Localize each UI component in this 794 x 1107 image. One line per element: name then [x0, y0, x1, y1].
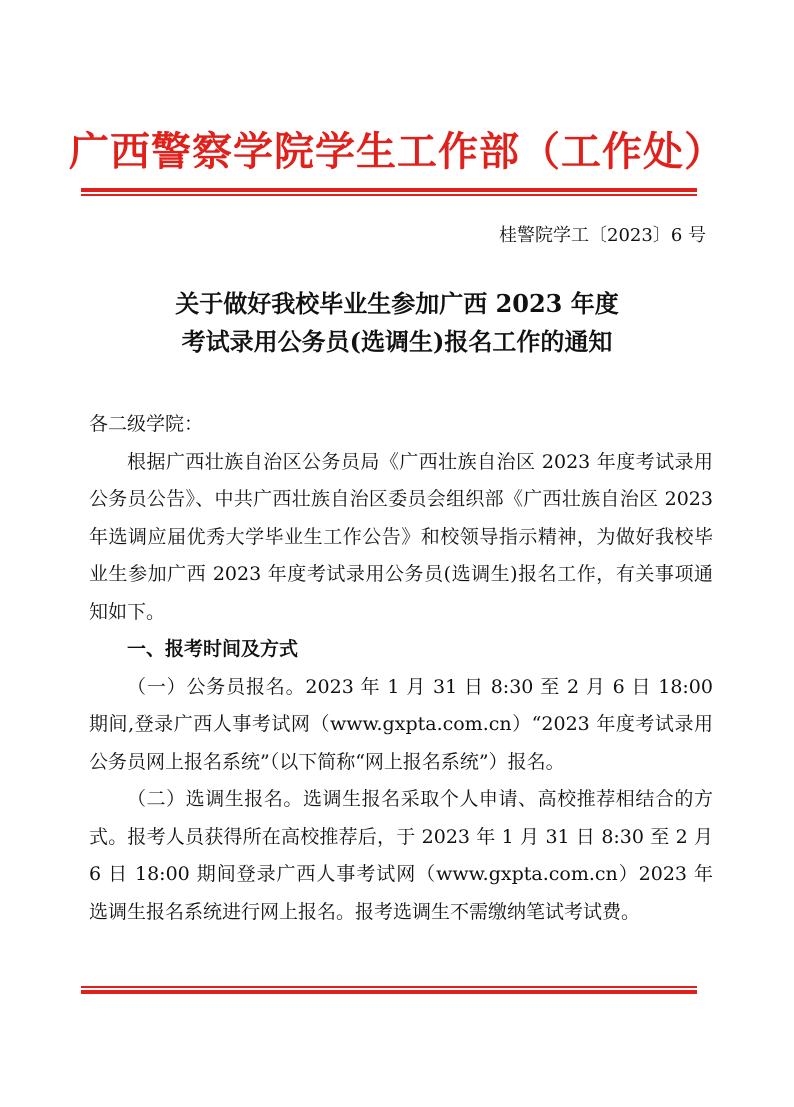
- letterhead-rule-thick: [81, 188, 697, 192]
- document-body: [89, 406, 713, 931]
- document-title-line-2: 考试录用公务员(选调生)报名工作的通知: [181, 327, 613, 356]
- footer-rule-thick: [81, 990, 697, 994]
- footer-rule-thin: [81, 986, 697, 988]
- paragraph-selected-graduate-registration: （二）选调生报名。选调生报名采取个人申请、高校推荐相结合的方式。报考人员获得所在高校推荐后，于 2023 年 1 月 31 日 8:30 至 2 月 6 日 18:00 期间登录广西人事考试网（www.gxpta.com.cn）2023 年选调生报名系统进行网上报名。报考选调生不需缴纳笔试考试费。: [89, 788, 713, 923]
- letterhead-title: 广西警察学院学生工作部（工作处）: [69, 128, 725, 175]
- letterhead-rule-thin: [81, 194, 697, 196]
- paragraph-civil-servant-registration: （一）公务员报名。2023 年 1 月 31 日 8:30 至 2 月 6 日 18:00 期间,登录广西人事考试网（www.gxpta.com.cn）“2023 年度考试录用公务员网上报名系统”（以下简称“网上报名系统”）报名。: [89, 675, 713, 773]
- document-number: 桂警院学工〔2023〕6 号: [499, 225, 706, 246]
- salutation: 各二级学院：: [89, 413, 204, 435]
- section-heading-1: 一、报考时间及方式: [127, 638, 299, 660]
- document-title: [0, 285, 794, 361]
- paragraph-intro: 根据广西壮族自治区公务员局《广西壮族自治区 2023 年度考试录用公务员公告》、中共广西壮族自治区委员会组织部《广西壮族自治区 2023 年选调应届优秀大学毕业生工作公告》和校领导指示精神，为做好我校毕业生参加广西 2023 年度考试录用公务员(选调生)报名工作，有关事项通知如下。: [89, 450, 713, 623]
- document-title-line-1: 关于做好我校毕业生参加广西 2023 年度: [175, 289, 619, 318]
